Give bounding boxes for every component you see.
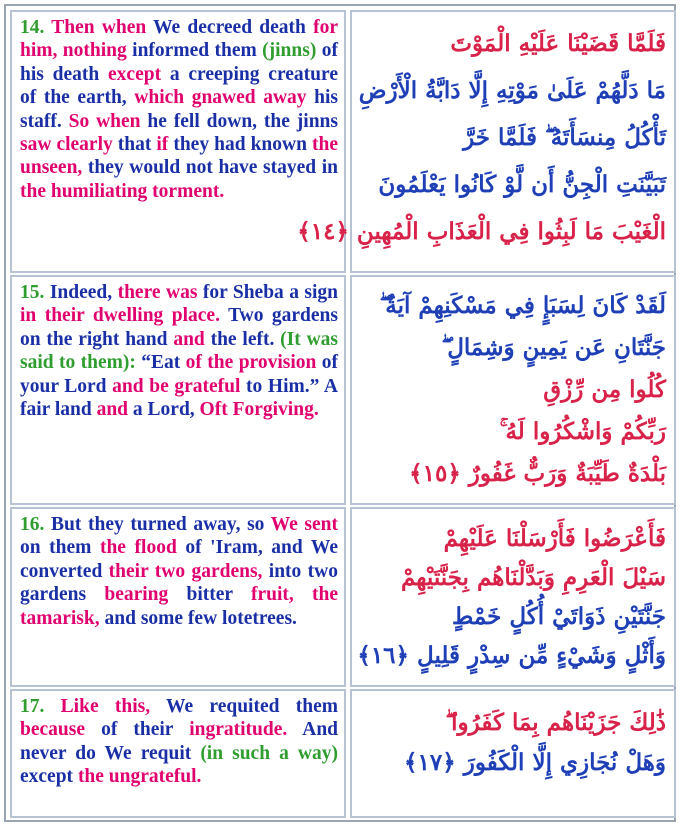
english-segment: if (156, 134, 174, 156)
arabic-line: جَنَّتَيْنِ ذَوَاتَيْ أُكُلٍ خَمْطٍ (452, 603, 666, 630)
english-translation (20, 513, 338, 630)
arabic-line: وَأَثْلٍ وَشَيْءٍ مِّن سِدْرٍ قَلِيلٍ ﴿١٦﴾ (357, 642, 666, 669)
english-segment: into two gardens (20, 560, 338, 606)
english-segment: except (108, 63, 170, 85)
english-segment: because (20, 719, 102, 741)
english-translation (20, 16, 338, 203)
english-segment: Like this, (60, 696, 167, 717)
english-segment: of the provision (185, 352, 322, 374)
english-segment: ingratitude. (189, 719, 303, 741)
arabic-line: تَبَيَّنَتِ الْجِنُّ أَن لَّوْ كَانُوا يَعْلَمُونَ (378, 171, 666, 198)
arabic-line: تَأْكُلُ مِنسَأَتَهُ ۖ فَلَمَّا خَرَّ (463, 124, 666, 151)
english-segment: on them (20, 537, 100, 559)
english-segment: But they turned away, so (51, 514, 271, 535)
english-segment: 15. (20, 282, 50, 303)
english-segment: the ungrateful. (77, 766, 202, 788)
arabic-line: بَلْدَةٌ طَيِّبَةٌ وَرَبٌّ غَفُورٌ ﴿١٥﴾ (409, 460, 666, 487)
english-segment: We requited them (166, 696, 338, 717)
english-segment: We sent (270, 514, 339, 535)
english-segment: his staff. (20, 87, 339, 132)
arabic-line: الْغَيْبَ مَا لَبِثُوا فِي الْعَذَابِ الْمُهِينِ ﴿١٤﴾ (297, 218, 666, 245)
english-segment: the unseen, (20, 134, 338, 179)
english-segment: he fell down, the jinns (147, 110, 338, 132)
english-segment: of 'Iram, and We converted (20, 537, 338, 582)
english-cell (10, 10, 346, 273)
english-translation (20, 695, 338, 789)
arabic-line: لَقَدْ كَانَ لِسَبَإٍ فِي مَسْكَنِهِمْ آيَةٌ ۖ (379, 292, 666, 319)
english-segment: which gnawed away (134, 87, 315, 109)
arabic-line: جَنَّتَانِ عَن يَمِينٍ وَشِمَالٍ ۖ (441, 334, 666, 361)
english-segment: So when (68, 110, 148, 132)
english-segment: and (96, 399, 133, 421)
english-segment: their two gardens, (108, 560, 269, 582)
verse-row-14 (10, 10, 676, 273)
english-segment: 16. (20, 514, 52, 535)
english-segment: informed them (132, 40, 263, 62)
english-segment: and (173, 328, 211, 350)
english-segment: “Eat (141, 352, 186, 374)
english-segment: 17. (20, 696, 61, 717)
english-cell (10, 507, 346, 687)
english-segment: a creeping creature of the earth, (20, 63, 338, 109)
english-segment: (It was said to them): (20, 328, 338, 374)
english-segment: Two gardens on the right hand (20, 305, 338, 350)
arabic-line: سَيْلَ الْعَرِمِ وَبَدَّلْنَاهُم بِجَنَّتَيْهِمْ (400, 564, 666, 591)
english-segment: of his death (20, 40, 338, 85)
arabic-line: ذَٰلِكَ جَزَيْنَاهُم بِمَا كَفَرُوا ۖ (445, 709, 666, 736)
english-segment: Indeed, (49, 282, 118, 303)
arabic-line: رَبِّكُمْ وَاشْكُرُوا لَهُ ۚ (499, 418, 666, 445)
english-segment: that (117, 134, 157, 156)
english-segment: for Sheba a sign (202, 282, 339, 303)
english-segment: the left. (210, 328, 281, 350)
arabic-cell (297, 10, 676, 273)
english-segment: 14. (20, 17, 52, 38)
english-segment: except (20, 766, 78, 788)
english-segment: they had known (173, 134, 312, 156)
english-segment: (in such a way) (200, 742, 338, 764)
english-segment: And never do We requit (20, 719, 339, 764)
english-cell (10, 275, 346, 505)
arabic-line: فَلَمَّا قَضَيْنَا عَلَيْهِ الْمَوْتَ (450, 30, 666, 57)
arabic-cell (350, 275, 676, 505)
verse-row-16 (10, 507, 676, 687)
english-segment: they would not have stayed in (87, 157, 338, 179)
english-segment: bitter (186, 584, 251, 606)
english-segment: the humiliating torment. (20, 180, 225, 202)
english-translation (20, 281, 338, 421)
english-segment: saw clearly (20, 134, 118, 156)
english-cell (10, 689, 346, 818)
english-segment: in their dwelling place. (20, 305, 229, 327)
english-segment: a Lord, (132, 399, 200, 421)
arabic-line: كُلُوا مِن رِّزْقِ (543, 376, 666, 403)
english-segment: Then when (51, 17, 154, 38)
english-segment: the flood (99, 537, 186, 559)
arabic-cell (350, 507, 676, 687)
verse-row-15 (10, 275, 676, 505)
english-segment: and be grateful (112, 375, 247, 397)
english-segment: there was (117, 282, 203, 303)
english-segment: bearing (104, 584, 187, 606)
english-segment: for him, nothing (20, 17, 338, 62)
arabic-line: مَا دَلَّهُمْ عَلَىٰ مَوْتِهِ إِلَّا دَابَّةُ الْأَرْضِ (358, 77, 666, 104)
english-segment: Oft Forgiving. (199, 399, 319, 421)
english-segment: fruit, the tamarisk, (20, 584, 339, 629)
english-segment: of your Lord (20, 352, 339, 397)
english-segment: and some few lotetrees. (104, 607, 297, 629)
arabic-line: فَأَعْرَضُوا فَأَرْسَلْنَا عَلَيْهِمْ (443, 525, 666, 552)
arabic-line: وَهَلْ نُجَازِي إِلَّا الْكَفُورَ ﴿١٧﴾ (404, 749, 666, 776)
verses-table (4, 4, 676, 822)
english-segment: (jinns) (262, 40, 322, 62)
english-segment: of their (101, 719, 190, 741)
english-segment: We decreed death (153, 17, 314, 38)
english-segment: to Him.” A fair land (20, 375, 338, 421)
arabic-cell (350, 689, 676, 818)
verse-row-17 (10, 689, 676, 818)
